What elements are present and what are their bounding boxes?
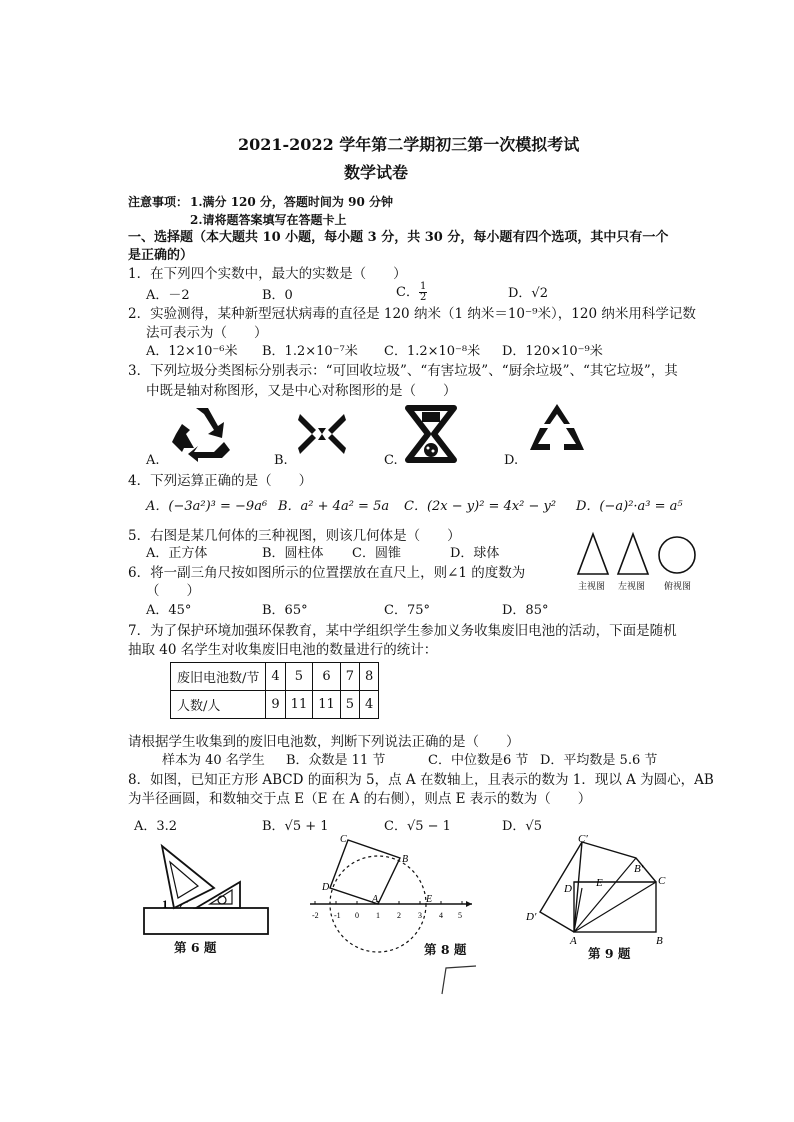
q1-option-d: D．√2 <box>508 286 548 301</box>
scan-mark <box>436 962 478 996</box>
question-1: 1．在下列四个实数中，最大的实数是（ ） <box>128 266 407 282</box>
question-7-line3: 请根据学生收集到的废旧电池数，判断下列说法正确的是（ ） <box>128 734 520 750</box>
question-8: 8．如图，已知正方形 ABCD 的面积为 5，点 A 在数轴上，且表示的数为 1．现以 A 为圆心，AB <box>128 772 714 788</box>
q2-option-a: A．12×10⁻⁶米 <box>146 344 238 359</box>
three-views-figure <box>576 532 700 578</box>
question-2: 2．实验测得，某种新型冠状病毒的直径是 120 纳米（1 纳米＝10⁻⁹米），120 纳米用科学记数 <box>128 306 696 322</box>
q1-fraction <box>419 282 427 303</box>
table-cell: 7 <box>340 663 359 691</box>
battery-stats-table <box>170 662 379 719</box>
section1-heading-2: 是正确的） <box>128 248 194 263</box>
q4-option-c: C．(2x − y)² = 4x² − y² <box>404 499 557 514</box>
fig8-tick-neg1: -1 <box>334 911 341 920</box>
fig8-tick-4: 4 <box>439 911 443 920</box>
other-waste-icon-d <box>526 402 588 460</box>
table-cell: 8 <box>360 663 379 691</box>
fig8-tick-3: 3 <box>418 911 422 920</box>
question-6: 6．将一副三角尺按如图所示的位置摆放在直尺上，则∠1 的度数为 <box>128 565 526 581</box>
q6-option-c: C．75° <box>384 603 430 618</box>
q7-option-a: 样本为 40 名学生 <box>162 753 265 768</box>
question-6-line2: （ ） <box>146 583 200 599</box>
fig8-label-e: E <box>426 894 433 905</box>
figure-6-triangle-rulers <box>140 842 272 940</box>
fig8-tick-2: 2 <box>397 911 401 920</box>
question-4: 4．下列运算正确的是（ ） <box>128 473 313 489</box>
q1-option-b: B．0 <box>262 288 293 303</box>
fig9-label-a: A <box>570 935 577 947</box>
kitchen-waste-icon-c <box>404 404 458 464</box>
q7-option-d: D．平均数是 5.6 节 <box>540 753 658 768</box>
recycle-icon-a <box>168 404 232 462</box>
table-row <box>171 691 379 719</box>
fig9-label-d: D <box>564 883 572 895</box>
q4-option-b: B．a² + 4a² = 5a <box>278 499 390 514</box>
fig8-tick-neg2: -2 <box>312 911 319 920</box>
q1-fraction-num: 1 <box>419 281 427 292</box>
q6-option-b: B．65° <box>262 603 308 618</box>
q3-option-b: B. <box>274 453 288 468</box>
fig8-label-c: C <box>340 834 347 845</box>
q3-option-c: C. <box>384 453 398 468</box>
q1-fraction-den: 2 <box>419 292 427 303</box>
q3-option-d: D. <box>504 453 519 468</box>
q2-option-c: C．1.2×10⁻⁸米 <box>384 344 481 359</box>
q8-option-b: B．√5 + 1 <box>262 819 329 834</box>
section1-heading: 一、选择题（本大题共 10 小题，每小题 3 分，共 30 分，每小题有四个选项，其中只有一个 <box>128 230 669 245</box>
fig8-tick-0: 0 <box>355 911 359 920</box>
fig9-label-b-prime: B′ <box>634 863 644 875</box>
figure-8-caption: 第 8 题 <box>424 942 467 957</box>
fig9-label-d-prime: D′ <box>526 911 537 923</box>
question-3: 3．下列垃圾分类图标分别表示：“可回收垃圾”、“有害垃圾”、“厨余垃圾”、“其它垃圾”，其 <box>128 363 678 379</box>
table-cell: 9 <box>266 691 285 719</box>
question-8-line2: 为半径画圆，和数轴交于点 E（E 在 A 的右侧），则点 E 表示的数为（ ） <box>128 791 592 807</box>
q5-option-b: B．圆柱体 <box>262 546 324 561</box>
fig8-tick-5: 5 <box>458 911 462 920</box>
q7-option-b: B．众数是 11 节 <box>286 753 386 768</box>
q2-option-b: B．1.2×10⁻⁷米 <box>262 344 358 359</box>
notice-2: 2.请将题答案填写在答题卡上 <box>190 213 347 227</box>
q3-option-a: A. <box>146 453 160 468</box>
view-top-label: 俯视图 <box>664 582 692 592</box>
question-3-line2: 中既是轴对称图形，又是中心对称图形的是（ ） <box>146 383 457 399</box>
fig8-label-b: B <box>402 854 409 865</box>
figure-6-caption: 第 6 题 <box>174 940 217 955</box>
exam-title: 2021-2022 学年第二学期初三第一次模拟考试 <box>238 135 580 154</box>
exam-subtitle: 数学试卷 <box>344 163 409 182</box>
q4-option-a: A．(−3a²)³ = −9a⁶ <box>146 499 268 514</box>
table-cell: 4 <box>266 663 285 691</box>
question-7-line2: 抽取 40 名学生对收集废旧电池的数量进行的统计： <box>128 642 438 658</box>
fig9-label-c-prime: C′ <box>578 833 588 845</box>
hazardous-waste-icon-b <box>296 408 348 460</box>
table-cell: 5 <box>340 691 359 719</box>
q2-option-d: D．120×10⁻⁹米 <box>502 344 603 359</box>
figure-9-rotated-squares <box>526 832 676 947</box>
q5-option-c: C．圆锥 <box>352 546 401 561</box>
q5-option-a: A．正方体 <box>146 546 208 561</box>
question-5: 5．右图是某几何体的三种视图，则该几何体是（ ） <box>128 528 461 544</box>
view-front-label: 主视图 <box>578 582 606 592</box>
table-cell: 5 <box>285 663 313 691</box>
notice-1: 1.满分 120 分，答题时间为 90 分钟 <box>190 195 393 209</box>
fig9-label-b: B <box>656 935 663 947</box>
q8-option-a: A．3.2 <box>134 819 178 834</box>
table-cell: 11 <box>285 691 313 719</box>
fig8-label-a: A <box>372 894 379 905</box>
q8-option-d: D．√5 <box>502 819 542 834</box>
q7-option-c: C．中位数是6 节 <box>428 753 529 768</box>
fig9-label-c: C <box>658 875 666 887</box>
fig8-tick-1: 1 <box>376 911 380 920</box>
q5-option-d: D．球体 <box>450 546 500 561</box>
q8-option-c: C．√5 − 1 <box>384 819 451 834</box>
table-cell: 11 <box>313 691 341 719</box>
question-7: 7．为了保护环境加强环保教育，某中学组织学生参加义务收集废旧电池的活动，下面是随机 <box>128 623 677 639</box>
fig6-angle-label: 1 <box>162 897 168 911</box>
table-cell: 4 <box>360 691 379 719</box>
q4-option-d: D．(−a)²·a³ = a⁵ <box>576 499 683 514</box>
q6-option-a: A．45° <box>146 603 192 618</box>
notice-label: 注意事项： <box>128 195 189 209</box>
table-row <box>171 663 379 691</box>
q1-option-a: A．－2 <box>146 288 190 303</box>
view-left-label: 左视图 <box>618 582 646 592</box>
q6-option-d: D．85° <box>502 603 549 618</box>
figure-8-number-line-square <box>308 832 478 952</box>
q1-option-c <box>396 282 427 303</box>
q1-option-c-label: C． <box>396 285 419 300</box>
figure-9-caption: 第 9 题 <box>588 946 631 961</box>
table-row-label: 废旧电池数/节 <box>171 663 266 691</box>
fig9-label-e: E <box>596 877 603 889</box>
question-2-line2: 法可表示为（ ） <box>146 325 268 341</box>
table-cell: 6 <box>313 663 341 691</box>
table-row-label: 人数/人 <box>171 691 266 719</box>
fig8-label-d: D <box>322 882 330 893</box>
